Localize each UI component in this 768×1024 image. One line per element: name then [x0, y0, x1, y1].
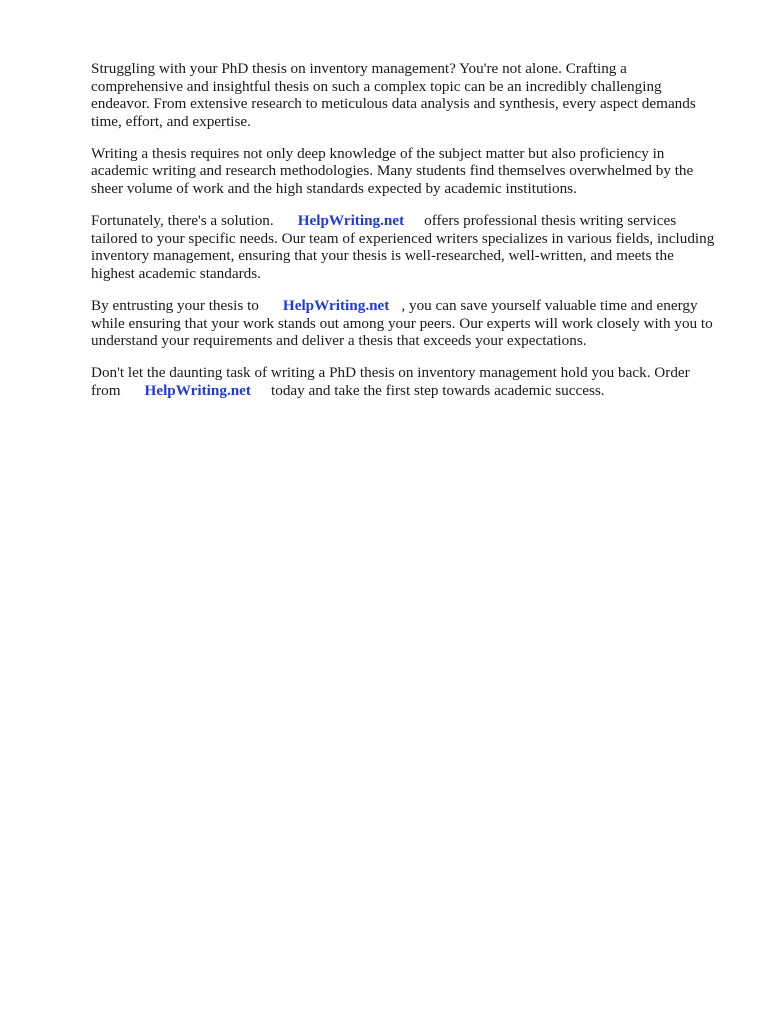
- paragraph-intro: [91, 60, 721, 130]
- paragraph-challenge: [91, 145, 721, 198]
- paragraph-text-after: , you can save yourself valuable time and energy while ensuring that your work stands out among your peers. Our experts will work closely with you to understand your requirements and deliver a thesis that exceeds your expectations.: [91, 297, 713, 350]
- document-page: [91, 60, 721, 414]
- paragraph-text: Struggling with your PhD thesis on inventory management? You're not alone. Crafting a comprehensive and insightful thesis on such a complex topic can be an incredibly challenging endeavor. From extensive research to meticulous data analysis and synthesis, every aspect demands time, effort, and expertise.: [91, 60, 696, 130]
- paragraph-text: Writing a thesis requires not only deep knowledge of the subject matter but also proficiency in academic writing and research methodologies. Many students find themselves overwhelmed by the sheer volume of work and the high standards expected by academic institutions.: [91, 144, 694, 198]
- paragraph-text-after: today and take the first step towards academic success.: [271, 381, 605, 399]
- helpwriting-link[interactable]: HelpWriting.net: [297, 212, 405, 230]
- paragraph-text-before: Fortunately, there's a solution.: [91, 212, 274, 230]
- paragraph-text-before: Don't let the daunting task of writing a PhD thesis on inventory management hold you back. Order from: [91, 364, 690, 399]
- paragraph-text-before: By entrusting your thesis to: [91, 297, 259, 315]
- paragraph-solution: [91, 212, 721, 282]
- paragraph-text-after: offers professional thesis writing services tailored to your specific needs. Our team of experienced writers specializes in various fields, including inventory management, ensuring that your thesis is well-researched, well-written, and meets the highest academic standards.: [91, 212, 715, 282]
- helpwriting-link[interactable]: HelpWriting.net: [144, 381, 251, 399]
- paragraph-call-to-action: [91, 364, 721, 399]
- helpwriting-link[interactable]: HelpWriting.net: [282, 297, 390, 315]
- paragraph-benefits: [91, 297, 721, 350]
